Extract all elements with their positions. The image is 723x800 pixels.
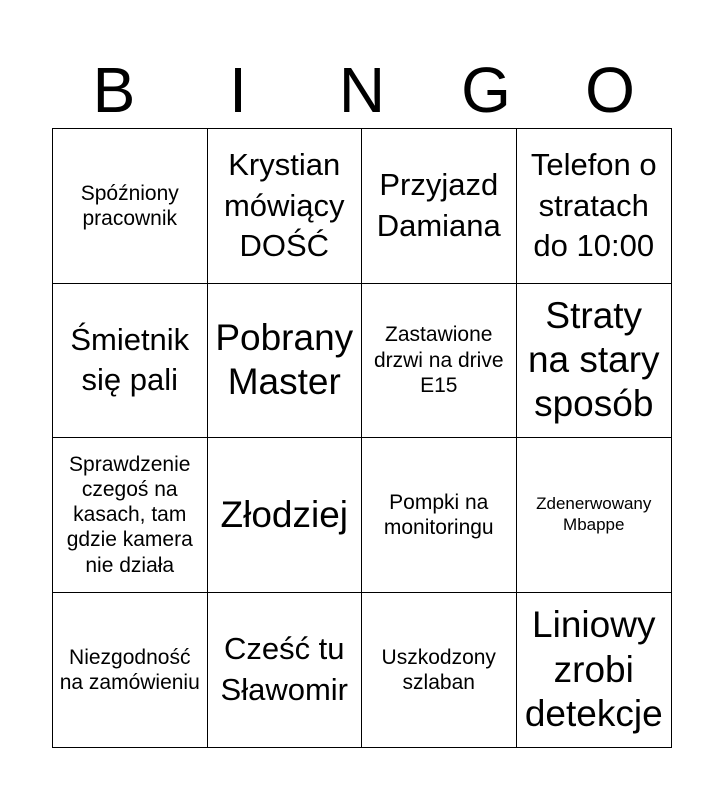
bingo-cell[interactable]: Uszkodzony szlaban xyxy=(362,593,517,748)
bingo-cell[interactable]: Zastawione drzwi na drive E15 xyxy=(362,284,517,439)
bingo-cell[interactable]: Krystian mówiący DOŚĆ xyxy=(208,129,363,284)
bingo-cell[interactable]: Przyjazd Damiana xyxy=(362,129,517,284)
header-letter-n: N xyxy=(338,54,386,126)
bingo-cell[interactable]: Złodziej xyxy=(208,438,363,593)
bingo-cell[interactable]: Pompki na monitoringu xyxy=(362,438,517,593)
bingo-cell[interactable]: Zdenerwowany Mbappe xyxy=(517,438,672,593)
bingo-cell[interactable]: Straty na stary sposób xyxy=(517,284,672,439)
header-letter-o: O xyxy=(585,54,635,126)
bingo-cell[interactable]: Niezgodność na zamówieniu xyxy=(53,593,208,748)
bingo-header xyxy=(52,52,672,128)
bingo-cell[interactable]: Sprawdzenie czegoś na kasach, tam gdzie kamera nie działa xyxy=(53,438,208,593)
header-letter-i: I xyxy=(229,54,247,126)
bingo-cell[interactable]: Śmietnik się pali xyxy=(53,284,208,439)
bingo-board xyxy=(52,128,672,748)
header-letter-b: B xyxy=(92,54,136,126)
bingo-cell[interactable]: Pobrany Master xyxy=(208,284,363,439)
bingo-cell[interactable]: Telefon o stratach do 10:00 xyxy=(517,129,672,284)
bingo-cell[interactable]: Spóźniony pracownik xyxy=(53,129,208,284)
bingo-cell[interactable]: Cześć tu Sławomir xyxy=(208,593,363,748)
header-letter-g: G xyxy=(461,54,511,126)
bingo-cell[interactable]: Liniowy zrobi detekcje xyxy=(524,604,663,734)
